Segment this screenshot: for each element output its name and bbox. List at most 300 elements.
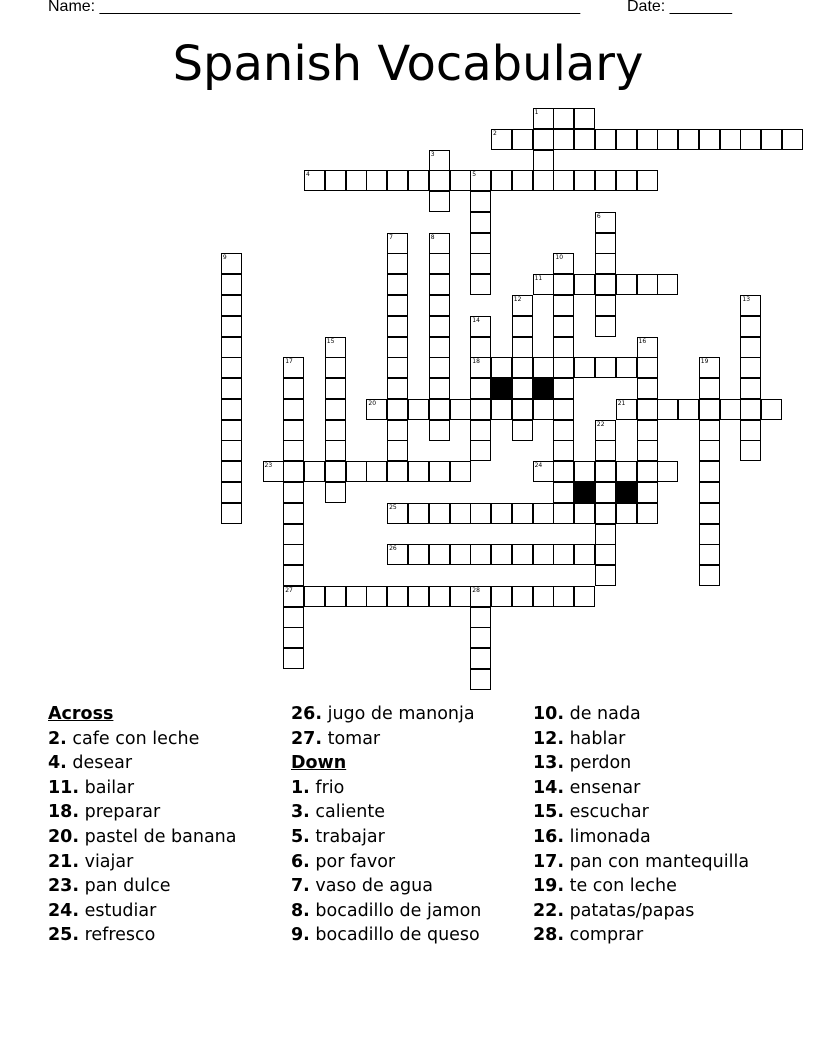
crossword-cell[interactable] — [221, 337, 242, 358]
clue-item — [533, 776, 749, 801]
crossword-cell[interactable] — [553, 316, 574, 337]
crossword-cell[interactable] — [491, 586, 512, 607]
crossword-cell[interactable] — [740, 316, 761, 337]
crossword-cell[interactable] — [553, 295, 574, 316]
crossword-cell[interactable] — [366, 399, 387, 420]
crossword-cell[interactable] — [595, 503, 616, 524]
cell-number: 28 — [472, 586, 480, 594]
crossword-cell[interactable] — [616, 274, 637, 295]
crossword-cell[interactable] — [533, 170, 554, 191]
crossword-cell[interactable] — [387, 420, 408, 441]
crossword-cell[interactable] — [408, 461, 429, 482]
cell-number: 19 — [700, 358, 709, 366]
crossword-cell[interactable] — [491, 170, 512, 191]
crossword-cell[interactable] — [221, 440, 242, 461]
crossword-cell[interactable] — [657, 274, 678, 295]
crossword-cell[interactable] — [512, 378, 533, 399]
crossword-cell[interactable] — [263, 461, 284, 482]
crossword-cell[interactable] — [283, 565, 304, 586]
crossword-cell[interactable] — [740, 440, 761, 461]
crossword-cell[interactable] — [699, 357, 720, 378]
crossword-cell[interactable] — [429, 461, 450, 482]
crossword-cell[interactable] — [553, 337, 574, 358]
crossword-cell[interactable] — [595, 170, 616, 191]
crossword-cell[interactable] — [387, 440, 408, 461]
crossword-cell[interactable] — [408, 544, 429, 565]
crossword-cell[interactable] — [533, 461, 554, 482]
crossword-cell[interactable] — [325, 170, 346, 191]
crossword-cell[interactable] — [429, 295, 450, 316]
clue-text: caliente — [315, 802, 385, 823]
crossword-cell[interactable] — [346, 170, 367, 191]
crossword-cell[interactable] — [470, 337, 491, 358]
crossword-cell[interactable] — [429, 274, 450, 295]
crossword-cell[interactable] — [720, 129, 741, 150]
crossword-cell[interactable] — [429, 378, 450, 399]
clue-number: 20. — [48, 826, 80, 847]
clue-text: tomar — [327, 728, 381, 749]
crossword-cell[interactable] — [470, 253, 491, 274]
clue-number: 6. — [291, 851, 310, 872]
crossword-cell[interactable] — [387, 586, 408, 607]
crossword-cell[interactable] — [429, 544, 450, 565]
crossword-cell[interactable] — [221, 378, 242, 399]
crossword-cell[interactable] — [387, 461, 408, 482]
page-title: Spanish Vocabulary — [172, 36, 644, 92]
clue-text: te con leche — [569, 876, 677, 897]
crossword-cell[interactable] — [595, 482, 616, 503]
crossword-cell[interactable] — [512, 129, 533, 150]
clue-text: refresco — [84, 925, 156, 946]
crossword-cell[interactable] — [740, 129, 761, 150]
crossword-cell[interactable] — [512, 586, 533, 607]
clue-item — [291, 899, 481, 924]
clue-number: 27. — [291, 728, 323, 749]
crossword-cell[interactable] — [553, 503, 574, 524]
crossword-cell[interactable] — [470, 607, 491, 628]
cell-number: 7 — [389, 233, 393, 241]
clue-number: 13. — [533, 753, 565, 774]
clue-number: 17. — [533, 851, 565, 872]
crossword-cell[interactable] — [283, 524, 304, 545]
clue-number: 22. — [533, 900, 565, 921]
crossword-cell[interactable] — [761, 399, 782, 420]
crossword-cell[interactable] — [740, 337, 761, 358]
crossword-cell[interactable] — [553, 108, 574, 129]
crossword-cell[interactable] — [574, 170, 595, 191]
crossword-cell[interactable] — [429, 503, 450, 524]
crossword-cell[interactable] — [283, 420, 304, 441]
crossword-cell[interactable] — [637, 274, 658, 295]
crossword-cell[interactable] — [470, 544, 491, 565]
crossword-cell[interactable] — [450, 461, 471, 482]
crossword-cell[interactable] — [429, 253, 450, 274]
crossword-cell[interactable] — [595, 357, 616, 378]
crossword-cell[interactable] — [325, 378, 346, 399]
crossword-cell[interactable] — [512, 170, 533, 191]
clue-number: 26. — [291, 704, 323, 724]
clue-number: 12. — [533, 728, 565, 749]
blocked-cell — [533, 378, 554, 399]
crossword-cell[interactable] — [616, 461, 637, 482]
clue-number: 4. — [48, 753, 67, 774]
crossword-cell[interactable] — [574, 586, 595, 607]
clue-item — [291, 800, 481, 825]
crossword-cell[interactable] — [221, 316, 242, 337]
crossword-cell[interactable] — [283, 648, 304, 669]
crossword-cell[interactable] — [637, 461, 658, 482]
blocked-cell — [574, 482, 595, 503]
crossword-cell[interactable] — [387, 253, 408, 274]
crossword-cell[interactable] — [491, 129, 512, 150]
clue-item — [48, 727, 237, 752]
crossword-cell[interactable] — [595, 233, 616, 254]
crossword-cell[interactable] — [699, 420, 720, 441]
crossword-cell[interactable] — [283, 482, 304, 503]
crossword-cell[interactable] — [221, 253, 242, 274]
crossword-cell[interactable] — [387, 170, 408, 191]
crossword-cell[interactable] — [740, 399, 761, 420]
crossword-cell[interactable] — [221, 274, 242, 295]
crossword-cell[interactable] — [470, 586, 491, 607]
crossword-cell[interactable] — [616, 129, 637, 150]
clue-item — [533, 850, 749, 875]
crossword-cell[interactable] — [595, 253, 616, 274]
crossword-cell[interactable] — [283, 607, 304, 628]
crossword-cell[interactable] — [657, 129, 678, 150]
crossword-cell[interactable] — [595, 524, 616, 545]
crossword-cell[interactable] — [429, 233, 450, 254]
crossword-cell[interactable] — [470, 170, 491, 191]
crossword-cell[interactable] — [574, 274, 595, 295]
crossword-cell[interactable] — [657, 399, 678, 420]
clue-column-3 — [533, 702, 749, 948]
clue-number: 16. — [533, 826, 565, 847]
clue-item — [291, 874, 481, 899]
crossword-cell[interactable] — [553, 440, 574, 461]
crossword-cell[interactable] — [699, 482, 720, 503]
clue-number: 2. — [48, 728, 67, 749]
clue-item — [533, 751, 749, 776]
crossword-cell[interactable] — [491, 544, 512, 565]
crossword-cell[interactable] — [325, 399, 346, 420]
clue-text: vaso de agua — [315, 876, 433, 897]
crossword-cell[interactable] — [512, 316, 533, 337]
cell-number: 2 — [493, 129, 497, 137]
date-field-label: Date: _______ — [627, 0, 732, 15]
crossword-cell[interactable] — [553, 544, 574, 565]
crossword-cell[interactable] — [283, 440, 304, 461]
crossword-cell[interactable] — [470, 233, 491, 254]
crossword-cell[interactable] — [221, 482, 242, 503]
crossword-cell[interactable] — [553, 586, 574, 607]
crossword-cell[interactable] — [533, 274, 554, 295]
crossword-cell[interactable] — [616, 170, 637, 191]
cell-number: 13 — [742, 295, 751, 303]
clue-item — [48, 825, 237, 850]
crossword-cell[interactable] — [553, 253, 574, 274]
crossword-cell[interactable] — [283, 357, 304, 378]
crossword-cell[interactable] — [553, 399, 574, 420]
crossword-cell[interactable] — [283, 544, 304, 565]
crossword-cell[interactable] — [325, 461, 346, 482]
crossword-cell[interactable] — [574, 357, 595, 378]
crossword-cell[interactable] — [699, 129, 720, 150]
crossword-cell[interactable] — [782, 129, 803, 150]
crossword-cell[interactable] — [304, 586, 325, 607]
crossword-cell[interactable] — [491, 399, 512, 420]
cell-number: 14 — [472, 316, 480, 324]
crossword-cell[interactable] — [429, 420, 450, 441]
clue-text: escuchar — [569, 802, 649, 823]
crossword-cell[interactable] — [325, 482, 346, 503]
crossword-cell[interactable] — [470, 503, 491, 524]
clue-text: preparar — [84, 802, 161, 823]
crossword-cell[interactable] — [408, 399, 429, 420]
crossword-cell[interactable] — [429, 399, 450, 420]
crossword-cell[interactable] — [616, 503, 637, 524]
crossword-cell[interactable] — [699, 378, 720, 399]
crossword-cell[interactable] — [553, 482, 574, 503]
crossword-cell[interactable] — [637, 357, 658, 378]
crossword-cell[interactable] — [595, 461, 616, 482]
crossword-cell[interactable] — [366, 586, 387, 607]
crossword-cell[interactable] — [387, 316, 408, 337]
crossword-cell[interactable] — [512, 420, 533, 441]
crossword-cell[interactable] — [595, 420, 616, 441]
crossword-cell[interactable] — [221, 461, 242, 482]
clue-number: 14. — [533, 777, 565, 798]
crossword-cell[interactable] — [366, 461, 387, 482]
crossword-cell[interactable] — [533, 108, 554, 129]
crossword-cell[interactable] — [512, 337, 533, 358]
crossword-cell[interactable] — [221, 399, 242, 420]
crossword-cell[interactable] — [429, 191, 450, 212]
crossword-cell[interactable] — [346, 461, 367, 482]
crossword-cell[interactable] — [637, 482, 658, 503]
crossword-cell[interactable] — [470, 399, 491, 420]
clue-item — [533, 727, 749, 752]
crossword-cell[interactable] — [637, 337, 658, 358]
clue-item — [48, 850, 237, 875]
clue-item — [48, 923, 237, 948]
crossword-cell[interactable] — [553, 129, 574, 150]
crossword-cell[interactable] — [740, 378, 761, 399]
crossword-cell[interactable] — [512, 399, 533, 420]
crossword-cell[interactable] — [450, 586, 471, 607]
crossword-cell[interactable] — [533, 129, 554, 150]
crossword-cell[interactable] — [429, 586, 450, 607]
crossword-cell[interactable] — [574, 108, 595, 129]
clue-number: 21. — [48, 851, 80, 872]
crossword-cell[interactable] — [450, 544, 471, 565]
crossword-cell[interactable] — [553, 274, 574, 295]
crossword-cell[interactable] — [387, 233, 408, 254]
crossword-cell[interactable] — [366, 170, 387, 191]
crossword-cell[interactable] — [387, 503, 408, 524]
crossword-cell[interactable] — [512, 295, 533, 316]
crossword-cell[interactable] — [470, 357, 491, 378]
crossword-cell[interactable] — [221, 357, 242, 378]
cell-number: 12 — [513, 295, 522, 303]
crossword-cell[interactable] — [408, 503, 429, 524]
crossword-cell[interactable] — [637, 399, 658, 420]
crossword-cell[interactable] — [595, 212, 616, 233]
clue-text: de nada — [569, 704, 641, 724]
crossword-cell[interactable] — [450, 170, 471, 191]
crossword-cell[interactable] — [470, 627, 491, 648]
crossword-cell[interactable] — [283, 378, 304, 399]
crossword-cell[interactable] — [221, 420, 242, 441]
crossword-cell[interactable] — [657, 461, 678, 482]
crossword-cell[interactable] — [283, 503, 304, 524]
cell-number: 9 — [222, 254, 227, 262]
crossword-cell[interactable] — [470, 378, 491, 399]
crossword-cell[interactable] — [637, 170, 658, 191]
crossword-cell[interactable] — [429, 150, 450, 171]
crossword-cell[interactable] — [678, 399, 699, 420]
crossword-cell[interactable] — [429, 170, 450, 191]
crossword-cell[interactable] — [450, 399, 471, 420]
crossword-cell[interactable] — [616, 399, 637, 420]
clue-number: 18. — [48, 802, 80, 823]
crossword-cell[interactable] — [595, 316, 616, 337]
crossword-cell[interactable] — [283, 627, 304, 648]
crossword-cell[interactable] — [595, 544, 616, 565]
clue-text: trabajar — [315, 826, 385, 847]
crossword-cell[interactable] — [533, 503, 554, 524]
clue-item — [48, 776, 237, 801]
crossword-cell[interactable] — [533, 150, 554, 171]
crossword-cell[interactable] — [699, 565, 720, 586]
crossword-cell[interactable] — [470, 420, 491, 441]
crossword-cell[interactable] — [699, 399, 720, 420]
crossword-cell[interactable] — [699, 461, 720, 482]
crossword-cell[interactable] — [720, 399, 741, 420]
crossword-cell[interactable] — [740, 420, 761, 441]
crossword-cell[interactable] — [470, 212, 491, 233]
cell-number: 27 — [285, 586, 293, 594]
crossword-cell[interactable] — [325, 357, 346, 378]
clue-number: 8. — [291, 900, 310, 921]
crossword-cell[interactable] — [429, 316, 450, 337]
crossword-cell[interactable] — [491, 357, 512, 378]
crossword-cell[interactable] — [699, 503, 720, 524]
crossword-cell[interactable] — [470, 316, 491, 337]
crossword-cell[interactable] — [325, 337, 346, 358]
crossword-cell[interactable] — [637, 440, 658, 461]
crossword-cell[interactable] — [574, 461, 595, 482]
crossword-cell[interactable] — [470, 648, 491, 669]
crossword-cell[interactable] — [533, 399, 554, 420]
crossword-cell[interactable] — [470, 440, 491, 461]
cell-number: 21 — [617, 399, 626, 407]
crossword-cell[interactable] — [221, 295, 242, 316]
crossword-cell[interactable] — [304, 461, 325, 482]
crossword-cell[interactable] — [553, 461, 574, 482]
crossword-cell[interactable] — [512, 357, 533, 378]
crossword-cell[interactable] — [387, 357, 408, 378]
crossword-cell[interactable] — [533, 544, 554, 565]
crossword-cell[interactable] — [678, 129, 699, 150]
crossword-cell[interactable] — [740, 295, 761, 316]
crossword-cell[interactable] — [512, 544, 533, 565]
crossword-cell[interactable] — [387, 399, 408, 420]
crossword-cell[interactable] — [387, 544, 408, 565]
crossword-cell[interactable] — [595, 129, 616, 150]
clue-text: estudiar — [84, 900, 157, 921]
crossword-cell[interactable] — [553, 357, 574, 378]
crossword-cell[interactable] — [325, 586, 346, 607]
crossword-cell[interactable] — [512, 503, 533, 524]
crossword-cell[interactable] — [387, 337, 408, 358]
crossword-cell[interactable] — [699, 544, 720, 565]
crossword-cell[interactable] — [470, 669, 491, 690]
clue-text: bocadillo de jamon — [315, 900, 482, 921]
crossword-cell[interactable] — [304, 170, 325, 191]
crossword-cell[interactable] — [283, 461, 304, 482]
crossword-cell[interactable] — [408, 586, 429, 607]
crossword-cell[interactable] — [574, 544, 595, 565]
cell-number: 18 — [472, 358, 480, 366]
crossword-cell[interactable] — [595, 274, 616, 295]
crossword-cell[interactable] — [533, 586, 554, 607]
clue-section-heading: Across — [48, 704, 114, 724]
crossword-cell[interactable] — [221, 503, 242, 524]
crossword-cell[interactable] — [283, 586, 304, 607]
crossword-cell[interactable] — [595, 295, 616, 316]
crossword-cell[interactable] — [408, 170, 429, 191]
crossword-cell[interactable] — [553, 170, 574, 191]
crossword-cell[interactable] — [450, 503, 471, 524]
crossword-cell[interactable] — [491, 503, 512, 524]
crossword-cell[interactable] — [533, 357, 554, 378]
crossword-cell[interactable] — [429, 357, 450, 378]
crossword-cell[interactable] — [637, 129, 658, 150]
crossword-cell[interactable] — [325, 420, 346, 441]
crossword-cell[interactable] — [387, 295, 408, 316]
clue-text: pan dulce — [84, 876, 171, 897]
crossword-cell[interactable] — [574, 129, 595, 150]
crossword-cell[interactable] — [616, 357, 637, 378]
crossword-cell[interactable] — [429, 337, 450, 358]
crossword-cell[interactable] — [387, 378, 408, 399]
crossword-cell[interactable] — [637, 503, 658, 524]
crossword-cell[interactable] — [574, 503, 595, 524]
clue-text: cafe con leche — [72, 728, 200, 749]
crossword-cell[interactable] — [470, 191, 491, 212]
crossword-cell[interactable] — [761, 129, 782, 150]
clue-item — [533, 800, 749, 825]
crossword-cell[interactable] — [346, 586, 367, 607]
crossword-cell[interactable] — [553, 378, 574, 399]
clue-item — [48, 899, 237, 924]
crossword-cell[interactable] — [470, 274, 491, 295]
crossword-cell[interactable] — [595, 440, 616, 461]
crossword-cell[interactable] — [699, 524, 720, 545]
crossword-cell[interactable] — [740, 357, 761, 378]
crossword-cell[interactable] — [325, 440, 346, 461]
crossword-cell[interactable] — [387, 274, 408, 295]
crossword-cell[interactable] — [699, 440, 720, 461]
crossword-cell[interactable] — [637, 378, 658, 399]
crossword-cell[interactable] — [637, 420, 658, 441]
clue-column-2 — [291, 702, 481, 948]
crossword-cell[interactable] — [283, 399, 304, 420]
clue-number: 24. — [48, 900, 80, 921]
crossword-cell[interactable] — [553, 420, 574, 441]
crossword-cell[interactable] — [595, 565, 616, 586]
